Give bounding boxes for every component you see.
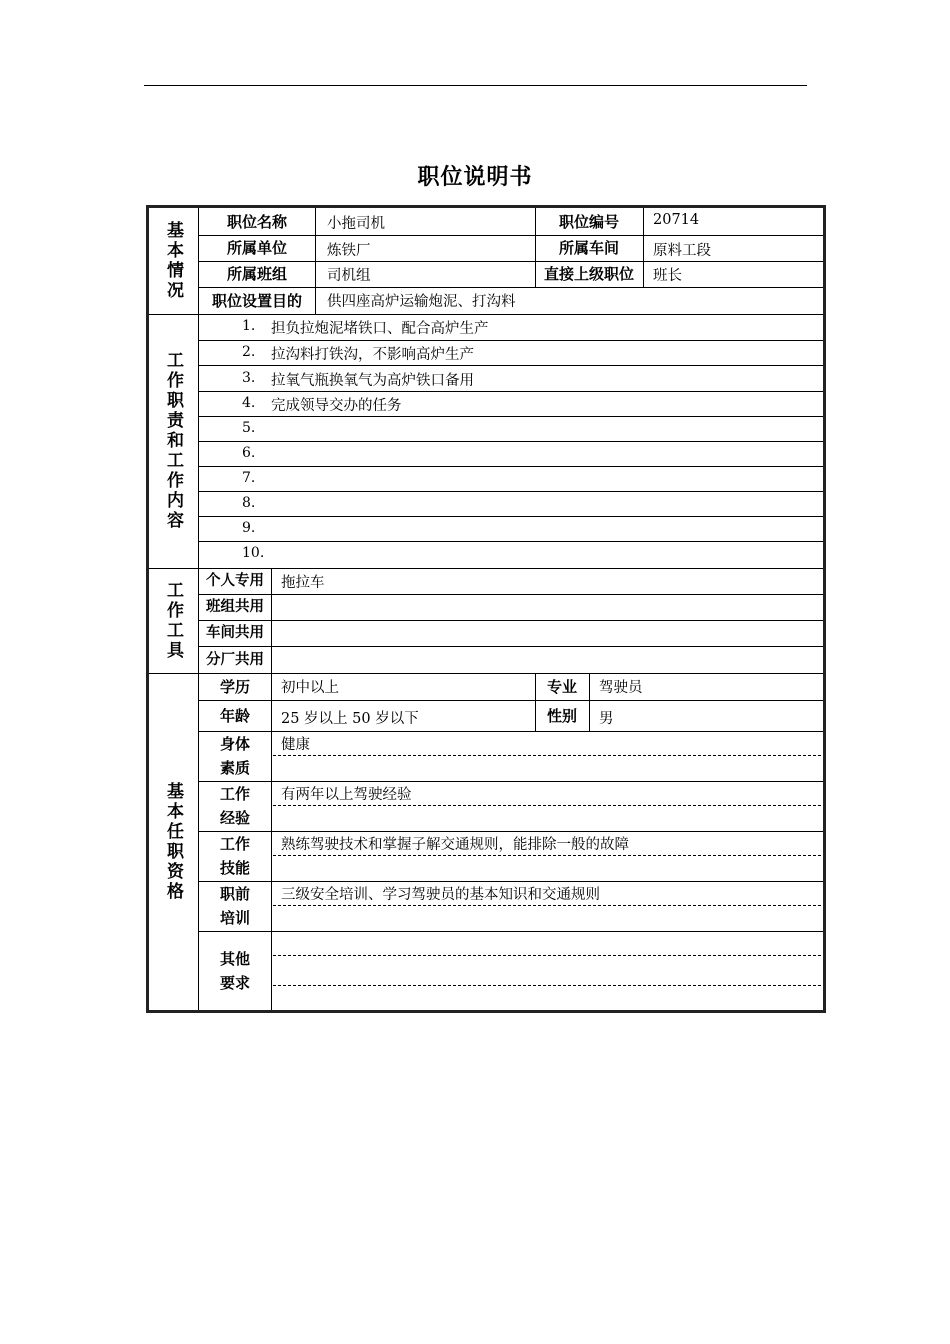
section-qualifications: 基本任职资格 bbox=[149, 673, 199, 1010]
duty-2-number: 2. bbox=[242, 344, 256, 360]
duty-5-number: 5. bbox=[242, 420, 256, 436]
duty-10-number: 10. bbox=[242, 545, 265, 561]
duty-8-number: 8. bbox=[242, 495, 256, 511]
duty-7-number: 7. bbox=[242, 470, 256, 486]
value-tool-personal: 拖拉车 bbox=[281, 575, 325, 591]
section-basic-info: 基本情况 bbox=[149, 208, 199, 314]
value-gender: 男 bbox=[599, 711, 614, 727]
value-unit: 炼铁厂 bbox=[327, 243, 371, 259]
value-position-code: 20714 bbox=[653, 212, 700, 228]
duty-1-number: 1. bbox=[242, 318, 256, 334]
label-unit: 所属单位 bbox=[226, 239, 287, 257]
document-title: 职位说明书 bbox=[417, 165, 533, 190]
label-health: 身体 素质 bbox=[219, 735, 250, 777]
label-experience: 工作 经验 bbox=[219, 785, 250, 827]
label-purpose: 职位设置目的 bbox=[211, 291, 302, 310]
value-health: 健康 bbox=[281, 737, 310, 753]
label-other: 其他 要求 bbox=[219, 949, 250, 992]
label-tool-factory: 分厂共用 bbox=[206, 651, 264, 668]
header-rule bbox=[144, 85, 807, 86]
value-major: 驾驶员 bbox=[599, 680, 643, 696]
label-tool-workshop: 车间共用 bbox=[206, 625, 264, 641]
label-team: 所属班组 bbox=[226, 265, 287, 283]
duty-2-text: 拉沟料打铁沟，不影响高炉生产 bbox=[271, 347, 474, 363]
label-skills: 工作 技能 bbox=[219, 835, 250, 877]
value-training: 三级安全培训、学习驾驶员的基本知识和交通规则 bbox=[281, 887, 600, 903]
label-education: 学历 bbox=[219, 677, 250, 696]
value-purpose: 供四座高炉运输炮泥、打沟料 bbox=[327, 294, 516, 310]
label-age: 年龄 bbox=[219, 706, 250, 725]
label-tool-personal: 个人专用 bbox=[206, 573, 264, 589]
duty-4-text: 完成领导交办的任务 bbox=[271, 398, 402, 414]
job-description-form bbox=[146, 205, 826, 1013]
label-workshop: 所属车间 bbox=[558, 239, 619, 257]
value-workshop: 原料工段 bbox=[653, 243, 711, 259]
label-training: 职前 培训 bbox=[219, 885, 250, 927]
value-age: 25 岁以上 50 岁以下 bbox=[281, 711, 419, 727]
duty-1-text: 担负拉炮泥堵铁口、配合高炉生产 bbox=[271, 321, 489, 337]
label-position-name: 职位名称 bbox=[226, 212, 287, 231]
value-position-name: 小拖司机 bbox=[327, 216, 385, 232]
duty-3-number: 3. bbox=[242, 370, 256, 386]
duty-9-number: 9. bbox=[242, 520, 256, 536]
value-skills: 熟练驾驶技术和掌握子解交通规则，能排除一般的故障 bbox=[281, 837, 629, 853]
label-tool-team: 班组共用 bbox=[206, 599, 264, 615]
section-tools: 工作工具 bbox=[149, 568, 199, 673]
duty-3-text: 拉氧气瓶换氧气为高炉铁口备用 bbox=[271, 373, 474, 389]
section-duties: 工作职责和工作内容 bbox=[149, 314, 199, 568]
value-experience: 有两年以上驾驶经验 bbox=[281, 787, 412, 803]
label-superior: 直接上级职位 bbox=[543, 265, 634, 283]
duty-6-number: 6. bbox=[242, 445, 256, 461]
value-education: 初中以上 bbox=[281, 680, 339, 696]
label-major: 专业 bbox=[546, 677, 577, 696]
label-gender: 性别 bbox=[546, 706, 577, 725]
label-position-code: 职位编号 bbox=[558, 212, 619, 231]
duty-4-number: 4. bbox=[242, 395, 256, 411]
value-superior: 班长 bbox=[653, 268, 682, 284]
value-team: 司机组 bbox=[327, 268, 371, 284]
